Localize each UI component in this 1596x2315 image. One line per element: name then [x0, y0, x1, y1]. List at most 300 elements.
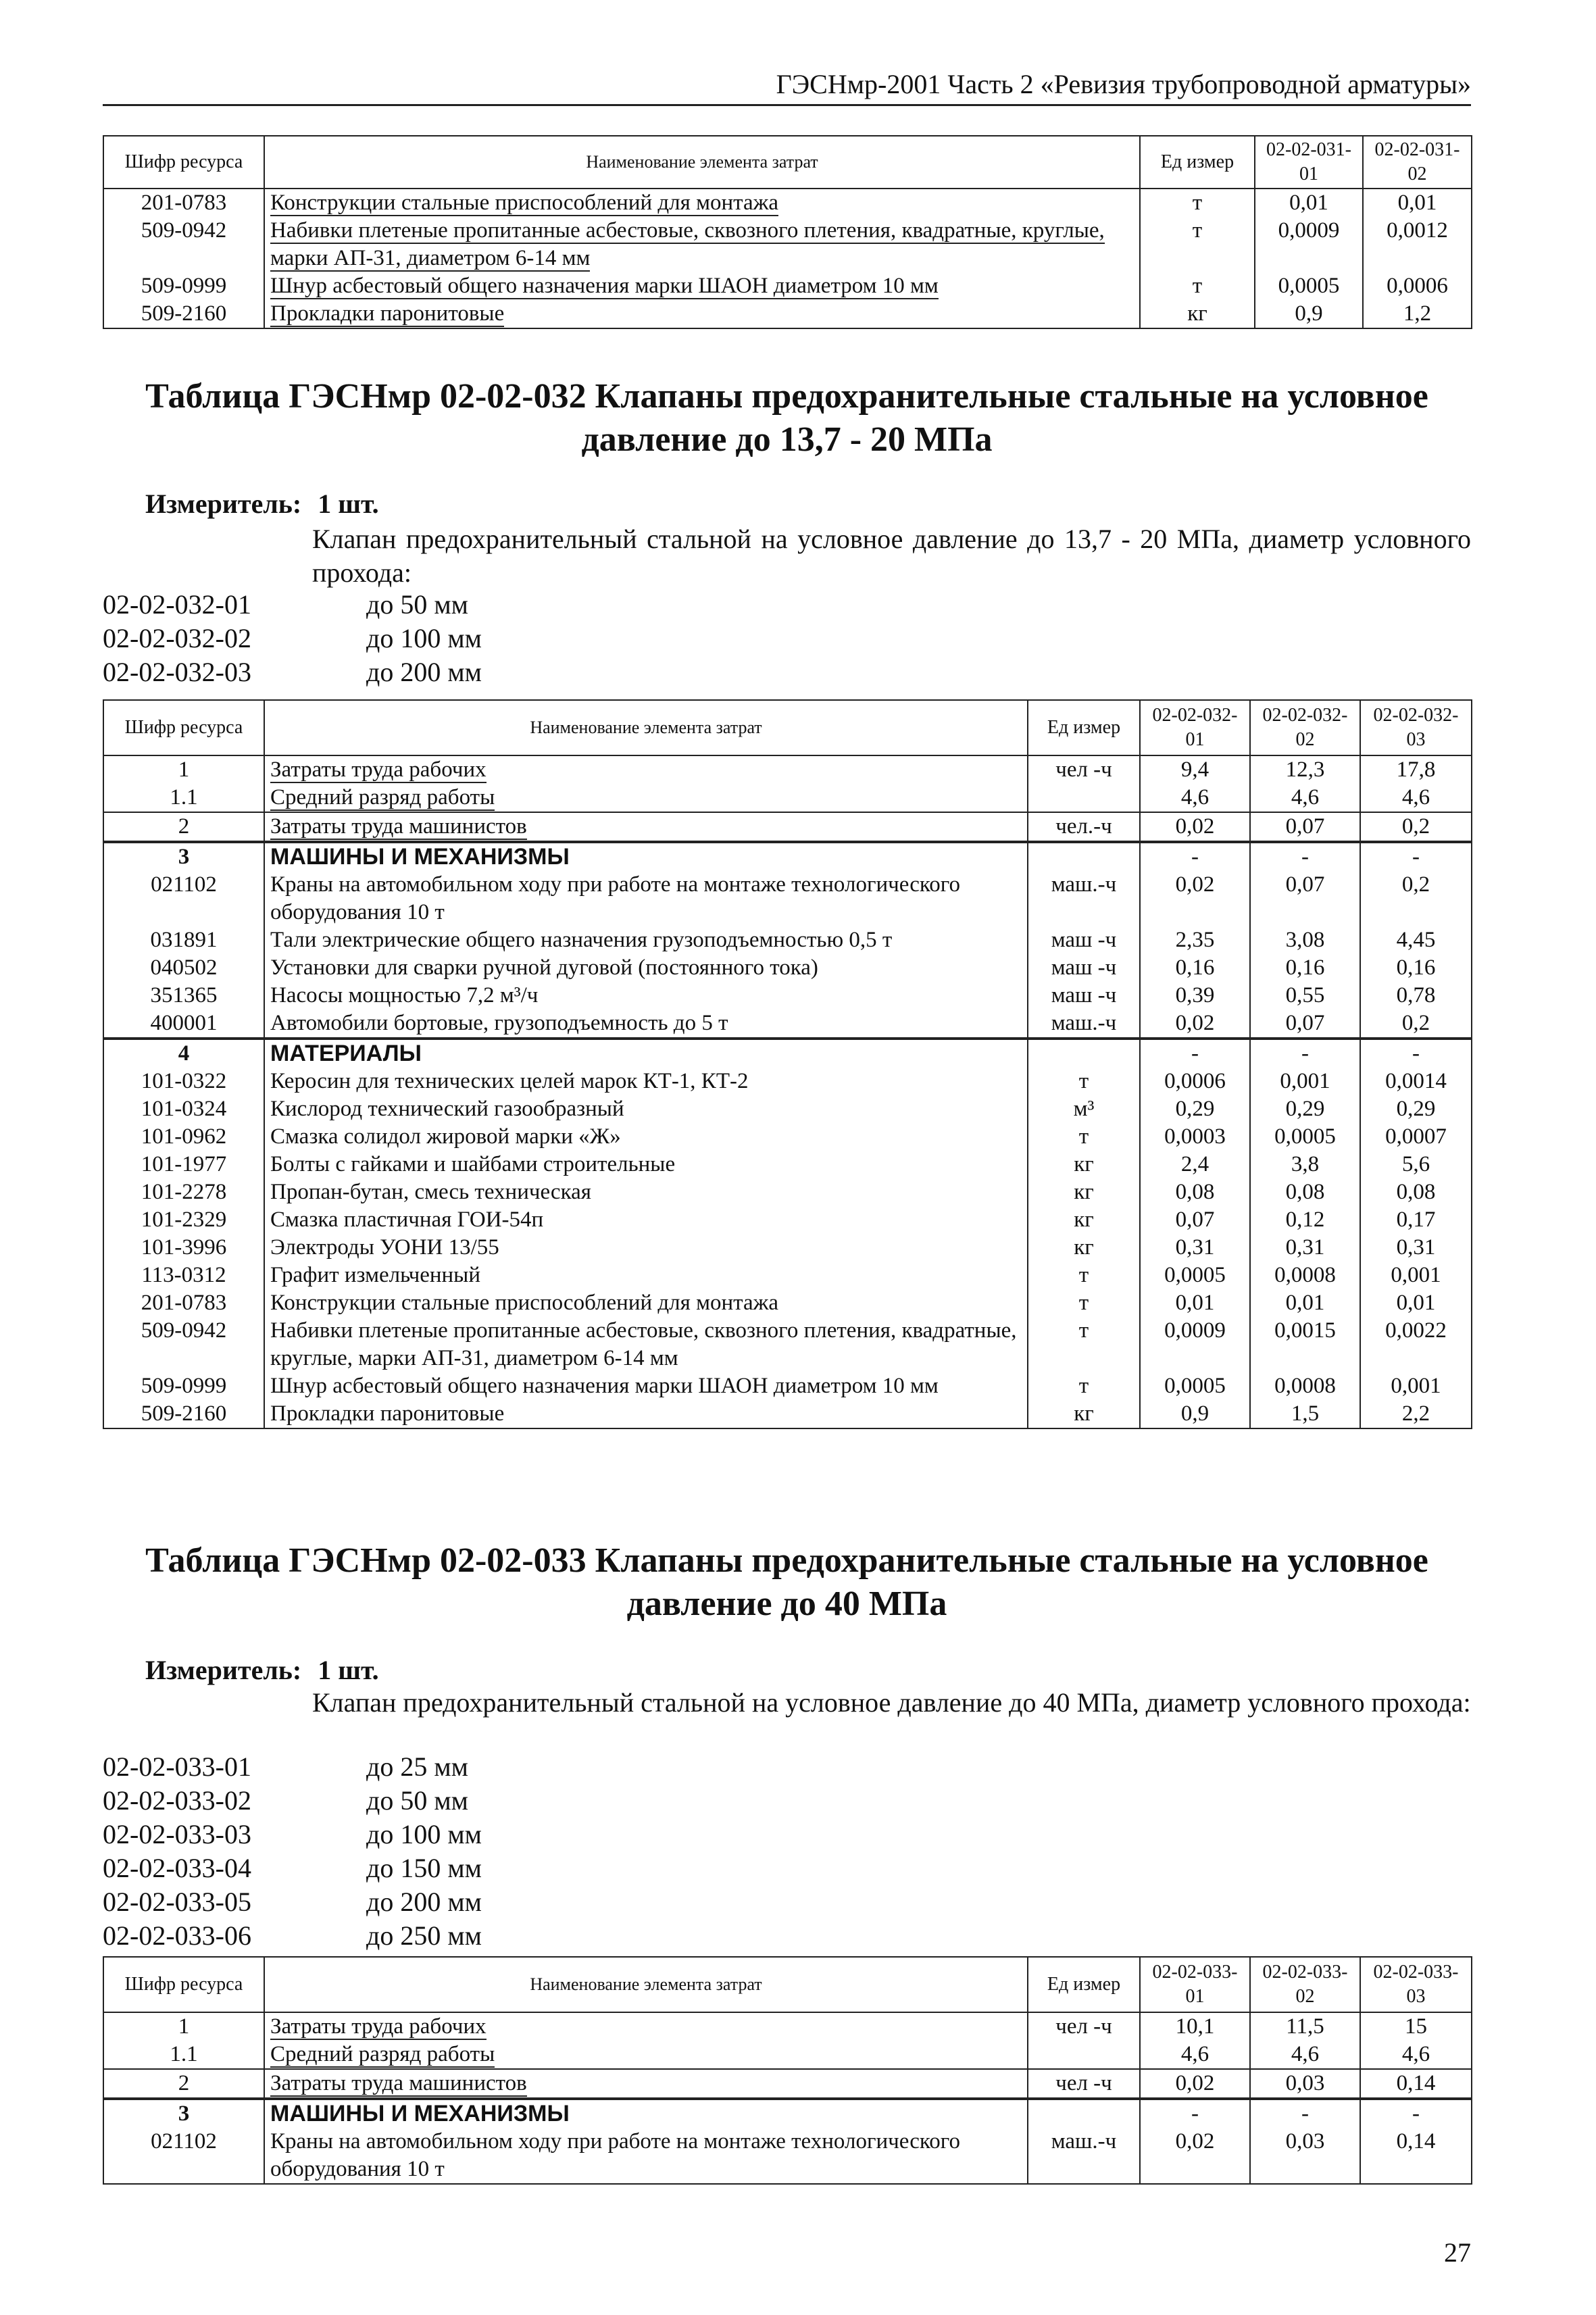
cell-code-text: 3	[178, 845, 190, 869]
cell-value	[1255, 217, 1363, 272]
cell-value-text: 0,08	[1396, 1180, 1436, 1204]
cell-code	[103, 1372, 264, 1400]
col-header-variant: 02-02-033-03	[1360, 1957, 1472, 2012]
cell-code-text: 040502	[150, 955, 218, 980]
cell-unit-text: т	[1078, 1124, 1089, 1149]
variant-code: 02-02-032-02	[103, 623, 251, 653]
cell-name-text: Пропан-бутан, смесь техническая	[270, 1180, 591, 1204]
col-header-variant: 02-02-033-01	[1140, 1957, 1250, 2012]
variant-row	[103, 1851, 482, 1885]
cell-value	[1140, 1317, 1250, 1372]
cell-value-text: 12,3	[1285, 757, 1325, 782]
cell-unit-text: т	[1078, 1069, 1089, 1093]
cell-unit	[1028, 871, 1140, 926]
cell-code-text: 101-2329	[141, 1208, 227, 1232]
cell-value	[1140, 1039, 1250, 1068]
cell-unit-text: т	[1192, 274, 1203, 298]
cell-unit	[1028, 1317, 1140, 1372]
cell-unit	[1028, 954, 1140, 982]
cell-value-text: 11,5	[1286, 2014, 1324, 2039]
measure-value: 1 шт.	[318, 489, 379, 519]
cell-value-text: -	[1412, 845, 1420, 869]
cell-value	[1250, 2128, 1360, 2184]
cell-value-text: -	[1301, 1041, 1309, 1066]
cell-value	[1250, 1400, 1360, 1428]
cell-value	[1250, 1178, 1360, 1206]
cell-name	[264, 2069, 1028, 2099]
variant-size: до 100 мм	[366, 623, 482, 653]
cell-name	[264, 300, 1140, 328]
cell-value	[1360, 1234, 1472, 1262]
cell-name-text: Шнур асбестовый общего назначения марки ШАОН диаметром 10 мм	[270, 274, 939, 298]
cell-name-text: Прокладки паронитовые	[270, 1401, 505, 1426]
cell-code	[103, 2099, 264, 2128]
cell-code	[103, 755, 264, 784]
cell-value-text: 0,9	[1295, 301, 1323, 326]
variant-row	[103, 1818, 482, 1851]
cell-value-text: 0,08	[1285, 1180, 1325, 1204]
cell-value-text: 0,0014	[1385, 1069, 1447, 1093]
cell-name-text: Керосин для технических целей марок КТ-1, КТ-2	[270, 1069, 749, 1093]
cell-name-text: Электроды УОНИ 13/55	[270, 1235, 499, 1260]
table-row	[103, 2069, 1472, 2099]
cell-value-text: 0,001	[1391, 1263, 1441, 1287]
table-row	[103, 1010, 1472, 1039]
cell-value	[1360, 812, 1472, 842]
cell-value-text: 0,02	[1175, 814, 1215, 839]
cell-name	[264, 2099, 1028, 2128]
cell-code-text: 101-3996	[141, 1235, 227, 1260]
cell-value-text: 0,02	[1175, 2129, 1215, 2154]
cell-value-text: 0,0008	[1274, 1374, 1336, 1398]
cell-value-text: 4,6	[1401, 2042, 1430, 2066]
cell-unit-text: кг	[1074, 1180, 1094, 1204]
cell-value	[1250, 1317, 1360, 1372]
variant-code: 02-02-033-01	[103, 1751, 251, 1782]
cell-value-text: 4,6	[1180, 785, 1210, 810]
cell-name-text: МАТЕРИАЛЫ	[270, 1041, 422, 1066]
cell-value	[1140, 1262, 1250, 1289]
cell-value-text: 4,45	[1396, 928, 1436, 952]
cell-code-text: 509-0999	[141, 1374, 227, 1398]
cell-value-text: 4,6	[1291, 785, 1320, 810]
cell-unit-text: т	[1192, 218, 1203, 243]
cell-name	[264, 1289, 1028, 1317]
cell-value-text: 0,0005	[1278, 274, 1340, 298]
cell-code-text: 101-0322	[141, 1069, 227, 1093]
cell-value	[1360, 871, 1472, 926]
description-033: Клапан предохранительный стальной на условное давление до 40 МПа, диаметр условного прохода:	[312, 1687, 1471, 1718]
cell-value-text: -	[1412, 1041, 1420, 1066]
variant-code: 02-02-033-02	[103, 1785, 251, 1816]
cell-value-text: 0,02	[1175, 1011, 1215, 1035]
cell-value	[1140, 1010, 1250, 1039]
cell-value	[1250, 926, 1360, 954]
cell-unit-text: кг	[1187, 301, 1207, 326]
cell-value	[1140, 1289, 1250, 1317]
cell-name	[264, 1206, 1028, 1234]
cell-value-text: 0,2	[1401, 1011, 1430, 1035]
cell-value-text: 0,01	[1396, 1291, 1436, 1315]
cell-code	[103, 1178, 264, 1206]
cell-value-text: 0,29	[1175, 1097, 1215, 1121]
cell-name	[264, 1317, 1028, 1372]
table-row	[103, 812, 1472, 842]
cell-name	[264, 1151, 1028, 1178]
table-row	[103, 755, 1472, 784]
cell-code-text: 509-0942	[141, 218, 227, 243]
table-row	[103, 217, 1472, 272]
col-header-variant: 02-02-031-02	[1363, 136, 1472, 189]
cell-value	[1360, 1095, 1472, 1123]
col-header-name: Наименование элемента затрат	[264, 1957, 1028, 2012]
cell-value	[1140, 1234, 1250, 1262]
measure-value: 1 шт.	[318, 1655, 379, 1685]
cell-value	[1250, 1289, 1360, 1317]
cell-code	[103, 1400, 264, 1428]
cell-value	[1140, 812, 1250, 842]
cell-name	[264, 217, 1140, 272]
cell-value	[1250, 982, 1360, 1010]
cell-value	[1360, 1039, 1472, 1068]
cell-name-text: Автомобили бортовые, грузоподъемность до 5 т	[270, 1011, 728, 1035]
col-header-variant: 02-02-032-01	[1140, 700, 1250, 755]
cell-value-text: 17,8	[1396, 757, 1436, 782]
cell-code-text: 1	[178, 2014, 190, 2039]
cell-value	[1360, 2128, 1472, 2184]
section-row	[103, 842, 1472, 871]
cell-unit	[1028, 982, 1140, 1010]
cell-name	[264, 1068, 1028, 1095]
cell-value-text: 0,001	[1280, 1069, 1330, 1093]
cell-value-text: 0,08	[1175, 1180, 1215, 1204]
cell-value-text: 0,78	[1396, 983, 1436, 1007]
cell-value-text: -	[1191, 845, 1199, 869]
cell-value-text: 0,02	[1175, 872, 1215, 897]
cell-value	[1140, 784, 1250, 812]
cell-value	[1140, 982, 1250, 1010]
table-row	[103, 871, 1472, 926]
cell-value	[1250, 1010, 1360, 1039]
cell-code	[103, 1289, 264, 1317]
cell-unit-text: т	[1192, 191, 1203, 215]
description-032: Клапан предохранительный стальной на условное давление до 13,7 - 20 МПа, диаметр условного прохода:	[312, 524, 1471, 588]
cell-unit	[1028, 755, 1140, 784]
cell-value	[1250, 2012, 1360, 2041]
cell-value	[1360, 926, 1472, 954]
cell-unit	[1140, 189, 1255, 217]
cell-name	[264, 2128, 1028, 2184]
cell-name-text: Затраты труда машинистов	[270, 814, 527, 839]
cell-name-text: Краны на автомобильном ходу при работе на монтаже технологического оборудования 10 т	[270, 2129, 960, 2181]
cell-unit-text: т	[1078, 1318, 1089, 1343]
cell-value-text: 15	[1405, 2014, 1427, 2039]
cell-unit	[1028, 2069, 1140, 2099]
cell-unit-text: маш.-ч	[1051, 2129, 1117, 2154]
cell-value-text: -	[1301, 2101, 1309, 2126]
cell-value	[1140, 2041, 1250, 2069]
cell-code-text: 201-0783	[141, 1291, 227, 1315]
cell-value-text: 0,0007	[1385, 1124, 1447, 1149]
cell-code	[103, 1151, 264, 1178]
table-row	[103, 272, 1472, 300]
cell-value-text: 0,17	[1396, 1208, 1436, 1232]
cell-value	[1360, 1206, 1472, 1234]
cell-unit-text: чел -ч	[1055, 757, 1112, 782]
cell-value	[1250, 1234, 1360, 1262]
cell-value-text: 0,03	[1285, 2129, 1325, 2154]
cell-unit	[1028, 1095, 1140, 1123]
cell-value	[1250, 1262, 1360, 1289]
cell-value-text: 10,1	[1175, 2014, 1215, 2039]
cell-value	[1250, 2099, 1360, 2128]
cell-code-text: 509-0999	[141, 274, 227, 298]
cell-value	[1360, 2041, 1472, 2069]
cell-code-text: 031891	[150, 928, 218, 952]
cell-unit-text: кг	[1074, 1152, 1094, 1176]
cell-value	[1140, 1178, 1250, 1206]
cell-unit-text: кг	[1074, 1235, 1094, 1260]
cell-value	[1250, 1151, 1360, 1178]
cell-unit	[1028, 2041, 1140, 2069]
variants-033	[103, 1750, 482, 1953]
col-header-name: Наименование элемента затрат	[264, 700, 1028, 755]
cell-unit	[1028, 1039, 1140, 1068]
cell-value-text: 3,08	[1285, 928, 1325, 952]
variant-row	[103, 1750, 482, 1784]
cell-value	[1140, 1151, 1250, 1178]
variant-size: до 150 мм	[366, 1853, 482, 1883]
cell-unit	[1028, 1123, 1140, 1151]
table-032-body	[103, 755, 1472, 1428]
cell-value	[1363, 217, 1472, 272]
table-row	[103, 784, 1472, 812]
variant-code: 02-02-032-03	[103, 657, 251, 687]
cell-value	[1140, 2069, 1250, 2099]
cell-name	[264, 1178, 1028, 1206]
cell-unit-text: маш -ч	[1051, 983, 1117, 1007]
cell-value	[1250, 954, 1360, 982]
cell-value-text: 3,8	[1291, 1152, 1320, 1176]
cell-code-text: 101-0962	[141, 1124, 227, 1149]
cell-value-text: 4,6	[1180, 2042, 1210, 2066]
cell-code-text: 101-1977	[141, 1152, 227, 1176]
table-row	[103, 1372, 1472, 1400]
variant-size: до 100 мм	[366, 1819, 482, 1849]
cell-unit	[1028, 1400, 1140, 1428]
cell-code	[103, 300, 264, 328]
cell-value	[1140, 842, 1250, 871]
table-row	[103, 982, 1472, 1010]
variant-size: до 200 мм	[366, 657, 482, 687]
cell-unit	[1028, 842, 1140, 871]
cell-value-text: 0,31	[1285, 1235, 1325, 1260]
cell-code-text: 400001	[150, 1011, 218, 1035]
cell-unit-text: маш -ч	[1051, 955, 1117, 980]
variant-code: 02-02-033-06	[103, 1920, 251, 1951]
cell-value-text: -	[1191, 1041, 1199, 1066]
cell-name-text: Графит измельченный	[270, 1263, 481, 1287]
cell-value	[1360, 1400, 1472, 1428]
cell-value	[1255, 189, 1363, 217]
cell-value	[1140, 1372, 1250, 1400]
cell-value	[1140, 1400, 1250, 1428]
cell-code	[103, 812, 264, 842]
cell-name	[264, 926, 1028, 954]
cell-unit	[1028, 1151, 1140, 1178]
cell-code	[103, 189, 264, 217]
cell-value-text: 0,0006	[1164, 1069, 1226, 1093]
cell-value	[1250, 1095, 1360, 1123]
cell-value-text: 0,29	[1285, 1097, 1325, 1121]
cell-value	[1140, 1123, 1250, 1151]
cell-code	[103, 217, 264, 272]
cell-value-text: 0,01	[1289, 191, 1328, 215]
cell-name-text: Набивки плетеные пропитанные асбестовые, сквозного плетения, квадратные, круглые, марки АП-31, диаметром 6-14 мм	[270, 218, 1105, 270]
cell-code	[103, 954, 264, 982]
cell-name	[264, 1010, 1028, 1039]
cell-value	[1360, 1262, 1472, 1289]
table-031	[103, 135, 1472, 329]
cell-value	[1360, 1289, 1472, 1317]
cell-value	[1140, 755, 1250, 784]
cell-code-text: 1.1	[170, 785, 198, 810]
cell-value	[1363, 272, 1472, 300]
table-033-heading: Таблица ГЭСНмр 02-02-033 Клапаны предохранительные стальные на условное давление до 40 МПа	[145, 1541, 1428, 1623]
cell-value	[1360, 1123, 1472, 1151]
cell-unit	[1028, 926, 1140, 954]
cell-code-text: 3	[178, 2101, 190, 2126]
cell-name	[264, 812, 1028, 842]
variant-code: 02-02-033-05	[103, 1887, 251, 1917]
cell-unit-text: т	[1078, 1263, 1089, 1287]
cell-value	[1250, 2069, 1360, 2099]
cell-value-text: 5,6	[1401, 1152, 1430, 1176]
cell-name-text: Установки для сварки ручной дуговой (постоянного тока)	[270, 955, 818, 980]
cell-name-text: Кислород технический газообразный	[270, 1097, 624, 1121]
cell-value	[1140, 1206, 1250, 1234]
variant-row	[103, 655, 482, 689]
cell-value	[1360, 2012, 1472, 2041]
measure-label: Измеритель:	[145, 489, 302, 519]
cell-name-text: Тали электрические общего назначения грузоподъемностью 0,5 т	[270, 928, 893, 952]
col-header-unit: Ед измер	[1140, 136, 1255, 189]
section-row	[103, 2099, 1472, 2128]
cell-name	[264, 2041, 1028, 2069]
cell-unit-text: маш.-ч	[1051, 872, 1117, 897]
cell-value-text: 0,0005	[1164, 1263, 1226, 1287]
cell-name-text: Болты с гайками и шайбами строительные	[270, 1152, 676, 1176]
cell-value-text: 4,6	[1291, 2042, 1320, 2066]
cell-code-text: 509-0942	[141, 1318, 227, 1343]
cell-value-text: 0,0009	[1164, 1318, 1226, 1343]
cell-value	[1250, 2041, 1360, 2069]
cell-name	[264, 982, 1028, 1010]
cell-unit	[1140, 300, 1255, 328]
cell-code-text: 1.1	[170, 2042, 198, 2066]
cell-value	[1250, 1068, 1360, 1095]
cell-unit	[1028, 1234, 1140, 1262]
cell-unit	[1028, 2099, 1140, 2128]
measure-unit-032	[145, 488, 379, 520]
cell-value	[1250, 812, 1360, 842]
cell-value-text: 0,16	[1175, 955, 1215, 980]
cell-unit	[1028, 2128, 1140, 2184]
cell-value	[1360, 1068, 1472, 1095]
cell-value	[1250, 1372, 1360, 1400]
variant-code: 02-02-033-03	[103, 1819, 251, 1849]
section-row	[103, 1039, 1472, 1068]
cell-code-text: 021102	[151, 872, 217, 897]
cell-unit-text: чел -ч	[1055, 2071, 1112, 2095]
measure-unit-033	[145, 1654, 379, 1686]
cell-code	[103, 272, 264, 300]
cell-unit	[1028, 1372, 1140, 1400]
cell-name	[264, 842, 1028, 871]
table-row	[103, 1400, 1472, 1428]
cell-name-text: Затраты труда рабочих	[270, 2014, 487, 2039]
cell-value	[1360, 982, 1472, 1010]
cell-name	[264, 1123, 1028, 1151]
cell-value-text: 0,001	[1391, 1374, 1441, 1398]
cell-value	[1250, 871, 1360, 926]
cell-code-text: 101-2278	[141, 1180, 227, 1204]
cell-unit	[1028, 812, 1140, 842]
cell-code	[103, 1123, 264, 1151]
cell-value	[1250, 842, 1360, 871]
col-header-code: Шифр ресурса	[103, 1957, 264, 2012]
cell-code	[103, 982, 264, 1010]
cell-value-text: 0,31	[1175, 1235, 1215, 1260]
cell-value-text: 0,0015	[1274, 1318, 1336, 1343]
variant-row	[103, 588, 482, 622]
cell-value-text: 0,9	[1180, 1401, 1210, 1426]
cell-value-text: -	[1191, 2101, 1199, 2126]
table-row	[103, 1289, 1472, 1317]
cell-code	[103, 1206, 264, 1234]
cell-value	[1360, 1010, 1472, 1039]
cell-unit	[1140, 217, 1255, 272]
cell-value	[1140, 1068, 1250, 1095]
table-row	[103, 300, 1472, 328]
cell-value	[1360, 2099, 1472, 2128]
cell-value-text: 0,01	[1397, 191, 1437, 215]
cell-value-text: 0,03	[1285, 2071, 1325, 2095]
cell-name	[264, 1262, 1028, 1289]
cell-name-text: Затраты труда машинистов	[270, 2071, 527, 2095]
cell-code-text: 201-0783	[141, 191, 227, 215]
cell-value-text: 0,07	[1285, 1011, 1325, 1035]
cell-value-text: 0,0005	[1164, 1374, 1226, 1398]
cell-value	[1140, 2099, 1250, 2128]
cell-unit-text: кг	[1074, 1401, 1094, 1426]
cell-name-text: Средний разряд работы	[270, 2042, 495, 2066]
cell-value	[1250, 755, 1360, 784]
cell-unit	[1028, 1178, 1140, 1206]
cell-name-text: Набивки плетеные пропитанные асбестовые, сквозного плетения, квадратные, круглые, марки АП-31, диаметром 6-14 мм	[270, 1318, 1017, 1370]
cell-name-text: Шнур асбестовый общего назначения марки ШАОН диаметром 10 мм	[270, 1374, 939, 1398]
col-header-unit: Ед измер	[1028, 1957, 1140, 2012]
cell-code	[103, 1068, 264, 1095]
cell-code-text: 509-2160	[141, 301, 227, 326]
cell-name	[264, 1400, 1028, 1428]
variants-032	[103, 588, 482, 689]
cell-value-text: 0,07	[1285, 814, 1325, 839]
cell-code	[103, 2041, 264, 2069]
cell-value	[1250, 1206, 1360, 1234]
cell-value	[1250, 1039, 1360, 1068]
cell-value	[1360, 1372, 1472, 1400]
